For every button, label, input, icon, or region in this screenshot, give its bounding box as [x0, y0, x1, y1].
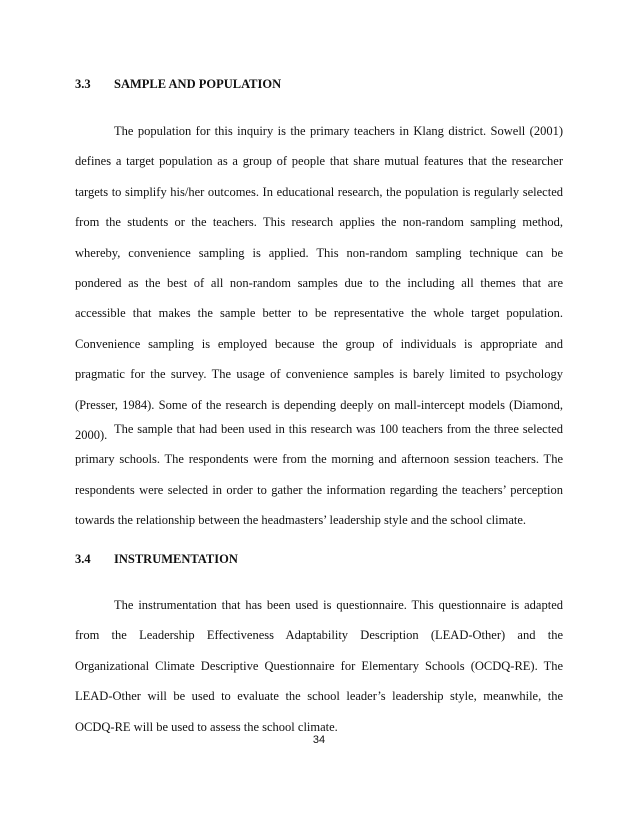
section-title: SAMPLE AND POPULATION — [114, 77, 282, 91]
paragraph-text: The instrumentation that has been used is questionnaire. This questionnaire is adapted from the Leadership Effectiveness Adaptability Description (LEAD-Other) and the Organizational Climate Descriptive Questionnaire for Elementary Schools (OCDQ-RE). The LEAD-Other will be used to evaluate the school leader’s leadership style, meanwhile, the OCDQ-RE will be used to assess the school climate. — [75, 598, 563, 734]
section-title: INSTRUMENTATION — [114, 552, 238, 566]
section-number: 3.3 — [75, 77, 91, 91]
paragraph-text: The sample that had been used in this research was 100 teachers from the three selected primary schools. The respondents were from the morning and afternoon session teachers. The respondents were selected in order to gather the information regarding the teachers’ perception towards the relationship between the headmasters’ leadership style and the school climate. — [75, 422, 563, 528]
page-number: 34 — [312, 734, 326, 746]
section-heading-3-3 — [75, 76, 281, 92]
paragraph-text: The population for this inquiry is the primary teachers in Klang district. Sowell (2001) defines a target population as a group of people that share mutual features that the researcher targets to simplify his/her outcomes. In educational research, the population is regularly selected from the students or the teachers. This research applies the non-random sampling method, whereby, convenience sampling is applied. This non-random sampling technique can be pondered as the best of all non-random samples due to the including all themes that are accessible that makes the sample better to be representative the whole target population. Convenience sampling is employed because the group of individuals is appropriate and pragmatic for the survey. The usage of convenience samples is barely limited to psychology (Presser, 1984). Some of the research is depending deeply on mall-intercept models (Diamond, 2000). — [75, 124, 563, 443]
paragraph-population — [75, 116, 563, 450]
paragraph-sample — [75, 414, 563, 536]
section-number: 3.4 — [75, 552, 91, 566]
section-heading-3-4 — [75, 551, 238, 567]
paragraph-instrumentation — [75, 590, 563, 742]
